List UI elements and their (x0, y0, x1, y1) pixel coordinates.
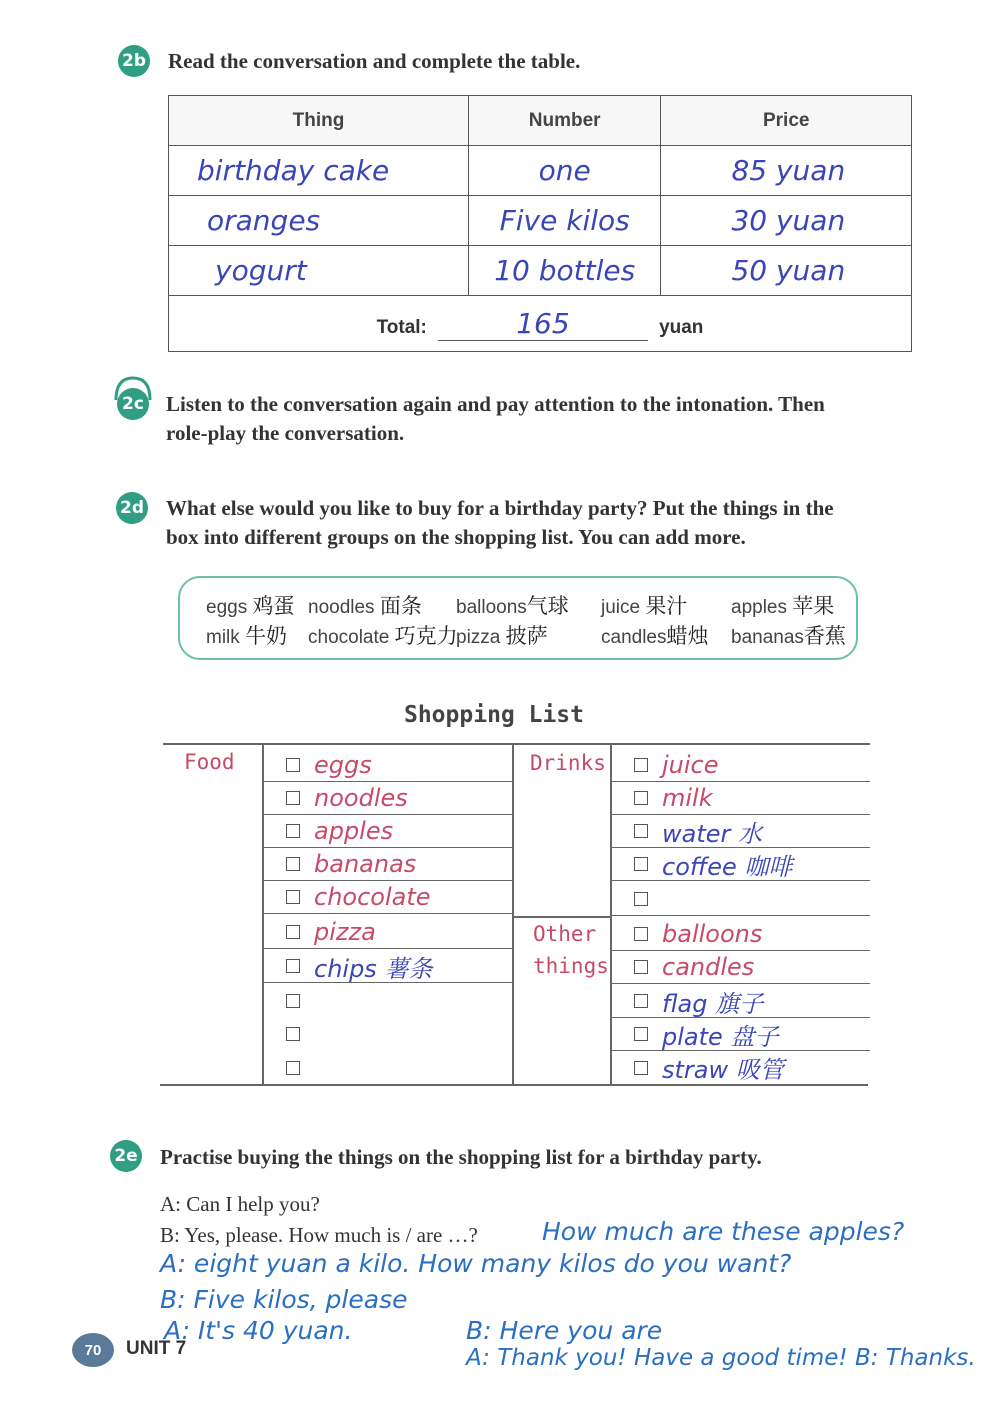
checkbox[interactable] (286, 857, 300, 871)
checkbox[interactable] (286, 994, 300, 1008)
cell-price[interactable]: 30 yuan (661, 196, 912, 246)
list-item[interactable] (612, 918, 870, 951)
list-item[interactable] (264, 881, 512, 914)
section-badge-2c: 2c (117, 388, 149, 420)
list-item-text: bananas (314, 850, 417, 878)
table-row (169, 246, 912, 296)
list-item[interactable] (264, 848, 512, 881)
word-en: pizza (456, 627, 501, 648)
list-item[interactable] (264, 950, 512, 983)
word-en: apples (731, 597, 787, 618)
word-en: balloons (456, 597, 527, 618)
category-other-line1: Other (533, 922, 597, 946)
list-item[interactable] (264, 1051, 512, 1084)
list-item-text: plate 盘子 (662, 1022, 779, 1051)
total-row (169, 296, 912, 352)
list-item[interactable] (264, 916, 512, 949)
handwritten-line: How much are these apples? (542, 1217, 905, 1246)
list-item-text: eggs (314, 751, 372, 779)
list-item-text: chocolate (314, 883, 431, 911)
word-cn: 果汁 (645, 594, 688, 618)
word-item (456, 620, 548, 650)
word-item (731, 620, 846, 650)
instruction-2c-line2: role-play the conversation. (166, 421, 405, 445)
checkbox[interactable] (634, 1061, 648, 1075)
list-item-text: milk (662, 784, 713, 812)
section-badge-2b: 2b (118, 45, 150, 77)
word-cn: 巧克力 (394, 624, 458, 648)
checkbox[interactable] (634, 1027, 648, 1041)
list-item[interactable] (612, 815, 870, 848)
cell-thing[interactable]: birthday cake (169, 146, 469, 196)
word-item (731, 590, 834, 620)
table-row (169, 196, 912, 246)
cell-thing[interactable]: yogurt (169, 246, 469, 296)
list-item[interactable] (264, 984, 512, 1017)
list-item[interactable] (612, 951, 870, 984)
unit-label: UNIT 7 (126, 1338, 187, 1359)
cell-number[interactable]: Five kilos (468, 196, 661, 246)
handwritten-line: B: Five kilos, please (160, 1285, 408, 1314)
cell-number[interactable]: 10 bottles (468, 246, 661, 296)
table-row (169, 146, 912, 196)
word-cn: 气球 (526, 594, 569, 618)
table-header-row (169, 96, 912, 146)
word-en: chocolate (308, 627, 390, 648)
total-value[interactable]: 165 (438, 307, 648, 341)
checkbox[interactable] (286, 758, 300, 772)
list-item[interactable] (612, 1051, 870, 1084)
list-item-text: balloons (662, 920, 763, 948)
headphones-icon (110, 374, 156, 404)
checkbox[interactable] (286, 925, 300, 939)
list-top-border (163, 743, 870, 745)
cell-thing[interactable]: oranges (169, 196, 469, 246)
dialogue-line-a: A: Can I help you? (160, 1192, 320, 1216)
list-item-text: straw 吸管 (662, 1056, 784, 1084)
table-2b (168, 95, 912, 352)
list-item[interactable] (612, 782, 870, 815)
word-item (206, 620, 287, 650)
checkbox[interactable] (286, 1027, 300, 1041)
cell-number[interactable]: one (468, 146, 661, 196)
total-unit: yuan (659, 316, 704, 338)
checkbox[interactable] (634, 791, 648, 805)
list-divider (512, 743, 514, 1084)
checkbox[interactable] (634, 927, 648, 941)
checkbox[interactable] (286, 824, 300, 838)
page-number: 70 (72, 1333, 114, 1367)
list-item-text: flag 旗子 (662, 989, 764, 1018)
word-item (601, 620, 709, 650)
total-label: Total: (376, 316, 427, 338)
word-en: milk (206, 627, 240, 648)
list-item[interactable] (612, 749, 870, 782)
header-price: Price (661, 96, 912, 146)
dialogue-line-b: B: Yes, please. How much is / are …? (160, 1223, 478, 1247)
checkbox[interactable] (286, 791, 300, 805)
checkbox[interactable] (286, 890, 300, 904)
instruction-2e: Practise buying the things on the shopping list for a birthday party. (160, 1145, 762, 1169)
word-cn: 蜡烛 (666, 624, 709, 648)
list-item-text: noodles (314, 784, 408, 812)
list-item-text: juice (662, 751, 719, 779)
instruction-2b: Read the conversation and complete the table. (168, 49, 581, 73)
list-item[interactable] (264, 815, 512, 848)
checkbox[interactable] (634, 824, 648, 838)
category-drinks: Drinks (530, 751, 606, 775)
list-item-text: coffee 咖啡 (662, 852, 793, 881)
shopping-list-title: Shopping List (403, 702, 584, 728)
cell-price[interactable]: 85 yuan (661, 146, 912, 196)
list-item-text: water 水 (662, 819, 763, 848)
instruction-2d-line2: box into different groups on the shopping list. You can add more. (166, 525, 746, 549)
list-divider (512, 916, 610, 918)
word-cn: 苹果 (792, 594, 835, 618)
word-en: candles (601, 627, 667, 648)
list-item[interactable] (264, 782, 512, 815)
checkbox[interactable] (634, 758, 648, 772)
word-item (308, 590, 422, 620)
list-item-text: apples (314, 817, 394, 845)
word-item (206, 590, 294, 620)
word-box (178, 576, 858, 660)
checkbox[interactable] (286, 959, 300, 973)
checkbox[interactable] (634, 857, 648, 871)
total-cell (169, 296, 912, 352)
list-item[interactable] (612, 1018, 870, 1051)
list-item-text: chips 薯条 (314, 954, 433, 983)
checkbox[interactable] (634, 892, 648, 906)
list-item[interactable] (612, 985, 870, 1018)
word-cn: 面条 (379, 594, 422, 618)
header-thing: Thing (169, 96, 469, 146)
header-number: Number (468, 96, 661, 146)
word-en: juice (601, 597, 641, 618)
handwritten-line: A: eight yuan a kilo. How many kilos do you want? (160, 1249, 792, 1278)
word-en: noodles (308, 597, 375, 618)
word-item (456, 590, 569, 620)
checkbox[interactable] (634, 994, 648, 1008)
list-item[interactable] (264, 1017, 512, 1050)
checkbox[interactable] (634, 960, 648, 974)
word-cn: 鸡蛋 (252, 594, 295, 618)
category-food: Food (184, 750, 235, 774)
list-item[interactable] (612, 883, 870, 916)
cell-price[interactable]: 50 yuan (661, 246, 912, 296)
handwritten-line: A: Thank you! Have a good time! B: Thanks. (466, 1345, 976, 1371)
instruction-2c-line1: Listen to the conversation again and pay attention to the intonation. Then (166, 392, 825, 416)
list-item[interactable] (612, 848, 870, 881)
list-item[interactable] (264, 749, 512, 782)
word-cn: 牛奶 (245, 624, 288, 648)
word-item (308, 620, 458, 650)
word-en: bananas (731, 627, 804, 648)
category-other-line2: things (533, 954, 609, 978)
section-badge-2d: 2d (116, 492, 148, 524)
instruction-2d-line1: What else would you like to buy for a birthday party? Put the things in the (166, 496, 834, 520)
word-item (601, 590, 687, 620)
word-cn: 披萨 (505, 624, 548, 648)
handwritten-line: B: Here you are (466, 1316, 663, 1345)
word-en: eggs (206, 597, 248, 618)
list-item-text: candles (662, 953, 755, 981)
checkbox[interactable] (286, 1061, 300, 1075)
word-cn: 香蕉 (803, 624, 846, 648)
handwritten-line: A: It's 40 yuan. (164, 1316, 353, 1345)
section-badge-2e: 2e (110, 1140, 142, 1172)
list-item-text: pizza (314, 918, 376, 946)
